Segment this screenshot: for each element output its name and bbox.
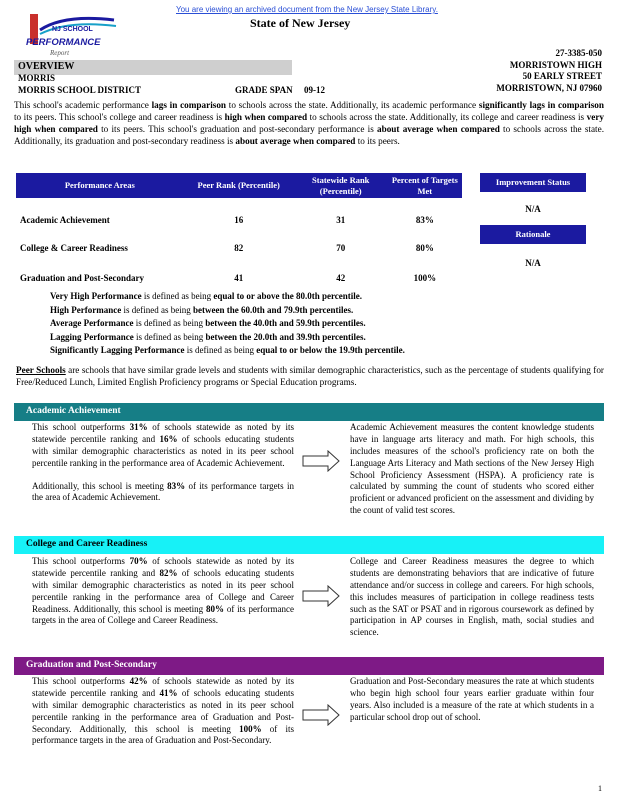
text: Additionally, this school is meeting bbox=[32, 480, 168, 491]
row-statewide-rank: 42 bbox=[336, 273, 346, 283]
value: 16% bbox=[159, 433, 178, 444]
text: This school outperforms bbox=[32, 556, 130, 566]
text: of schools educating students with similar demographic characteristics as noted in its peer school percentile ranking in the performance area of Graduation and Post-Secondary. Additionally, this school is meeting bbox=[32, 687, 294, 734]
logo-graphic bbox=[24, 10, 120, 60]
graduation-right-text: Graduation and Post-Secondary measures the rate at which students who begin high school four years earlier graduate within four years. Also included is a measure of the rate at which students in a particular school drop out of school. bbox=[350, 676, 594, 722]
summary-rating: significantly lags in comparison bbox=[478, 100, 604, 110]
school-code: 27-3385-050 bbox=[555, 48, 602, 58]
table-row bbox=[16, 254, 462, 284]
row-area: Graduation and Post-Secondary bbox=[20, 273, 145, 283]
school-name: MORRISTOWN HIGH bbox=[509, 59, 602, 70]
row-statewide-rank: 70 bbox=[336, 243, 346, 253]
summary-rating: very high when compared bbox=[14, 111, 604, 134]
performance-table bbox=[16, 173, 462, 284]
definition-rule: between the 60.0th and 79.9th percentiles. bbox=[192, 304, 354, 315]
rationale-label: Rationale bbox=[480, 225, 586, 244]
col-header-targets-met: Percent of Targets Met bbox=[388, 173, 462, 198]
overview-heading: OVERVIEW bbox=[14, 60, 292, 75]
summary-rating: about average when compared bbox=[377, 123, 500, 134]
performance-definitions bbox=[50, 290, 580, 358]
summary-text: to schools across the state. Additionally, its academic performance bbox=[226, 100, 479, 110]
section-academic-header: Academic Achievement bbox=[14, 403, 604, 421]
value: 41% bbox=[159, 687, 178, 698]
definition-item bbox=[50, 290, 580, 304]
definition-rule: equal to or below the 19.9th percentile. bbox=[256, 345, 405, 355]
academic-right-text: Academic Achievement measures the content knowledge students have in language arts literacy and math. For high schools, this includes measures of the school's proficiency rate on both the Language Arts Literacy and Math sections of the New Jersey High School Proficiency Assessment (HSPA). A proficiency rate is calculated by summing the count of students who scored either proficient or advanced proficient on the assessment and dividing by the count of valid test scores. bbox=[350, 422, 594, 516]
definition-text: is defined as being bbox=[184, 345, 257, 355]
summary-text: to schools across the state. Additionally, its college and career readiness is bbox=[307, 111, 587, 122]
college-left-text bbox=[32, 556, 294, 627]
row-peer-rank: 16 bbox=[234, 215, 244, 225]
row-area: Academic Achievement bbox=[20, 215, 110, 225]
college-right-text: College and Career Readiness measures the degree to which students are demonstrating behaviors that are indicative of future attendance and/or success in college and careers. For high schools, this includes measures of participation in college readiness tests such as the SAT or PSAT and in rigorous coursework as defined by participation in AP courses in English, math, social studies and science. bbox=[350, 556, 594, 638]
peer-schools-text: are schools that have similar grade levels and students with similar demographic characteristics, such as the percentage of students qualifying for Free/Reduced Lunch, Limited English Proficiency programs or Special Education programs. bbox=[16, 365, 604, 387]
text: of schools statewide as noted by its statewide percentile ranking and bbox=[32, 422, 294, 444]
value: 80% bbox=[205, 603, 224, 614]
value: 31% bbox=[129, 422, 148, 432]
school-street: 50 EARLY STREET bbox=[522, 71, 602, 82]
summary-text: to schools across the state. Additionally, its graduation and post-secondary readiness is bbox=[14, 123, 604, 146]
summary-text: to its peers. bbox=[355, 135, 400, 146]
summary-text: to its peers. This school's graduation and post-secondary performance is bbox=[97, 123, 377, 134]
summary-rating: lags in comparison bbox=[151, 100, 227, 110]
school-address-block bbox=[496, 48, 602, 95]
grade-span-label: GRADE SPAN bbox=[235, 85, 293, 95]
row-statewide-rank: 31 bbox=[336, 215, 346, 225]
row-peer-rank: 41 bbox=[234, 273, 244, 283]
graduation-left-text bbox=[32, 676, 294, 747]
row-targets-met: 83% bbox=[415, 215, 434, 225]
definition-item bbox=[50, 304, 580, 318]
definition-text: is defined as being bbox=[121, 304, 193, 315]
definition-rule: between the 20.0th and 39.9th percentiles. bbox=[205, 331, 366, 342]
arrow-right-icon bbox=[302, 450, 340, 472]
value: 42% bbox=[129, 676, 148, 686]
summary-rating: high when compared bbox=[224, 111, 308, 122]
definition-rule: between the 40.0th and 59.9th percentiles. bbox=[205, 318, 366, 328]
row-peer-rank: 82 bbox=[234, 243, 244, 253]
peer-schools-definition bbox=[16, 365, 604, 389]
value: 70% bbox=[129, 556, 148, 566]
definition-term: Lagging Performance bbox=[50, 331, 134, 342]
logo-line2: PERFORMANCE bbox=[26, 37, 101, 48]
row-area: College & Career Readiness bbox=[20, 243, 128, 253]
text: of schools educating students with similar demographic characteristics as noted in its peer school percentile ranking in the performance area of Academic Achievement. bbox=[32, 433, 294, 468]
value: 100% bbox=[239, 723, 262, 734]
logo-line1: NJ SCHOOL bbox=[52, 26, 93, 33]
arrow-right-icon bbox=[302, 585, 340, 607]
definition-text: is defined as being bbox=[133, 331, 206, 342]
text: of its performance targets in the area of Academic Achievement. bbox=[32, 480, 294, 503]
text: This school outperforms bbox=[32, 676, 130, 686]
definition-term: Average Performance bbox=[50, 318, 134, 328]
definition-text: is defined as being bbox=[141, 291, 214, 301]
page-number: 1 bbox=[598, 784, 602, 793]
summary-text: This school's academic performance bbox=[14, 100, 152, 110]
section-college-header: College and Career Readiness bbox=[14, 536, 604, 554]
text: of schools statewide as noted by its statewide percentile ranking and bbox=[32, 556, 294, 578]
text: of schools statewide as noted by its statewide percentile ranking and bbox=[32, 676, 294, 698]
table-row bbox=[16, 198, 462, 226]
section-graduation-header: Graduation and Post-Secondary bbox=[14, 657, 604, 675]
definition-text: is defined as being bbox=[133, 318, 206, 328]
summary-rating: about average when compared bbox=[235, 135, 356, 146]
col-header-area: Performance Areas bbox=[16, 173, 184, 198]
arrow-right-icon bbox=[302, 704, 340, 726]
text: This school outperforms bbox=[32, 422, 130, 432]
archive-notice-link[interactable]: You are viewing an archived document from the New Jersey State Library. bbox=[176, 5, 438, 14]
state-title: State of New Jersey bbox=[250, 16, 351, 30]
value: 82% bbox=[159, 567, 178, 578]
improvement-panel bbox=[480, 173, 586, 269]
col-header-peer-rank: Peer Rank (Percentile) bbox=[184, 173, 294, 198]
grade-span-value: 09-12 bbox=[304, 85, 325, 95]
text: of its performance targets in the area of Graduation and Post-Secondary. bbox=[32, 723, 294, 746]
definition-rule: equal to or above the 80.0th percentile. bbox=[213, 291, 363, 301]
text: of schools educating students with similar demographic characteristics as noted in its peer school percentile ranking in the performance area of College and Career Readiness. Additionally, this school is meeting bbox=[32, 567, 294, 614]
improvement-status-value: N/A bbox=[525, 203, 541, 214]
peer-schools-term: Peer Schools bbox=[16, 365, 66, 375]
table-row bbox=[16, 226, 462, 254]
definition-term: Significantly Lagging Performance bbox=[50, 345, 185, 355]
logo-line3: Report bbox=[50, 49, 70, 57]
text: of its performance targets in the area of College and Career Readiness. bbox=[32, 603, 294, 626]
district-name: MORRIS SCHOOL DISTRICT bbox=[18, 85, 142, 95]
value: 83% bbox=[167, 480, 186, 491]
improvement-status-label: Improvement Status bbox=[480, 173, 586, 192]
definition-item bbox=[50, 317, 580, 331]
col-header-statewide-rank: Statewide Rank (Percentile) bbox=[294, 173, 388, 198]
school-city: MORRISTOWN, NJ 07960 bbox=[496, 83, 602, 94]
definition-item bbox=[50, 344, 580, 358]
definition-item bbox=[50, 331, 580, 345]
academic-left-text bbox=[32, 422, 294, 504]
row-targets-met: 100% bbox=[413, 273, 437, 283]
definition-term: High Performance bbox=[50, 304, 122, 315]
county-name: MORRIS bbox=[18, 73, 56, 83]
summary-text: to its peers. This school's college and career readiness is bbox=[14, 111, 225, 122]
definition-term: Very High Performance bbox=[50, 291, 142, 301]
nj-school-performance-logo bbox=[24, 10, 120, 60]
overview-summary bbox=[14, 100, 604, 148]
rationale-value: N/A bbox=[525, 257, 541, 268]
row-targets-met: 80% bbox=[415, 243, 434, 253]
